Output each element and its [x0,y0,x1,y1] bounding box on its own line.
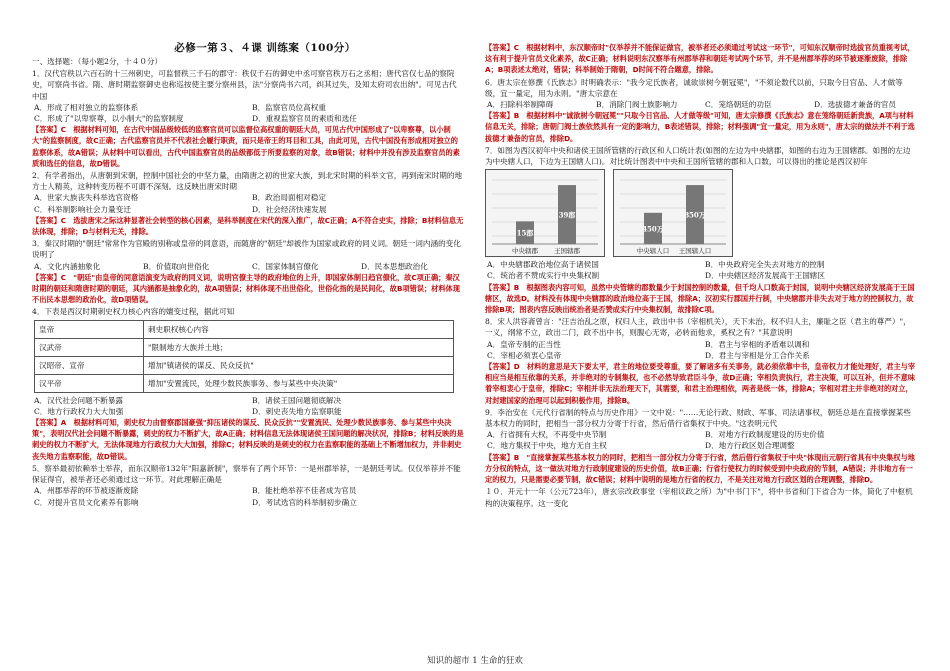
table-cell: 皇帝 [35,320,144,338]
option: A．形成了相对独立的监察体系 [34,102,139,112]
answer-6: 【答案】B 根据材料中"诚欲树今朝冠冕""只取今日官品、人才做等级"可知，唐太宗修撰《氏族志》意在笼络朝廷新贵族，A项与材料信息无关，排除；唐朝门阀士族依然具有一定的影响力，B表述错误，排除；材料强调"宜一量定，用为永则"，唐太宗的做法并不利于选拔德才兼备的官员，排除D。 [485,111,915,143]
question-10: １０．开元十一年（公元723年），唐玄宗改政事堂（宰相议政之所）为"中书门下"，将中书省和门下省合为一体，简化了中枢机构的决策程序。这一变化 [485,487,913,508]
option: C．统治者不赞成实行中央集权制 [487,271,600,281]
question-5-options [32,485,464,507]
question-7: 7．如图为西汉初年中央和诸侯王国所管辖的行政区和人口统计表(如图的左边为中央辖郡，如图的右边为王国辖郡。如图的左边为中央辖人口，下边为王国辖人口)。对比统计图表中中央和王国所管辖的郡和人口数，可以得出的推论是西汉初年 [485,145,911,167]
bar-value-label: 39郡 [558,210,576,220]
option: B．能杜绝举荐不佳者成为官员 [252,486,357,496]
option: D．民本思想政治化 [361,261,428,271]
question-2: 2．有学者指出，从唐朝到宋朝，控制中国社会的中坚力量，由隋唐之初的世家大族，到北宋时期的科举文官，再到南宋时期的地方士人精英，这种转变历程不可谓不深刻。这反映出唐宋时期 [32,171,463,192]
option: B．君主与宰相的矛盾难以调和 [705,339,810,349]
question-9: 9．李治安在《元代行省制的特点与历史作用》一文中说："……无论行政、财政、军事、司法诸事权，朝廷总是在直接掌握某些基本权力的同时，把相当一部分权力分寄于行省，然后借行省集权于中央。"这表明元代 [485,407,911,429]
option: B．监察官员位高权重 [252,102,326,112]
left-column [32,56,464,508]
option: A．汉代社会问题不断暴露 [34,395,124,405]
answer-5: 【答案】C 根据材料中，东汉顺帝时"仅举荐并不能保证做官，被举者还必须通过考试这一环节"，可知东汉顺帝时选拔官员重视考试，这有利于提升官员文化素养，故C正确；材料说明东汉察举有州郡举荐和朝廷考试两个环节，并不是州郡举荐的环节被逐渐废除，排除A；B项表述太绝对，错误；科举制始于隋朝，D时间不符合题意，排除。 [485,43,915,75]
right-column [485,42,917,509]
question-7-options [485,259,917,281]
option: B．价值取向世俗化 [143,261,210,271]
question-3-options [32,261,464,272]
page-footer: 知识的超市 1 生命的狂欢 [427,656,523,666]
table-row [35,320,454,338]
table-cell: 增加"安置流民，处理少数民族事务、参与某些中央决策" [144,374,454,392]
option: A．州郡举荐的环节被逐渐废除 [34,486,139,496]
option: D．刺史丧失地方监察职能 [252,406,342,416]
question-8-options [485,339,917,361]
axis-tick-label: 中央辖人口 [636,247,670,256]
option: B．消除门阀士族影响力 [596,100,678,110]
question-7-charts [485,169,917,257]
option: C．地方行政权力大大加强 [34,406,124,416]
question-6-options [485,99,917,110]
option: C．科举制影响社会力量变迁 [34,204,131,214]
option: B．中央政府完全失去对地方的控制 [705,260,825,270]
section-heading: 一、选择题：（每小题2分，十４０分） [32,57,163,66]
question-2-options [32,192,464,214]
option: D．考试选官的科举制初步确立 [252,497,357,507]
option: D．选拔德才兼备的官员 [814,100,897,110]
answer-9: 【答案】B "直接掌握某些基本权力的同时，把相当一部分权力分寄于行省，然后借行省集权于中央"体现出元朝行省具有中央集权与地方分权的特点，这一做法对地方行政制度建设的历史价值，故B正确；行省行使权力的时候受到中央政府的节制，A错误；并非地方有一定的权力，只是需要必要节制，故C错误；材料中说明的是地方行省的权力，不是关注对地方行政区划的合理调整，排除D。 [485,452,915,485]
option: A．扫除科举制障碍 [487,100,554,110]
answer-7: 【答案】B 根据图表内容可知，虽然中央管辖的郡数量少于封国控制的数量，但千均人口数高于封国，说明中央辖区经济发展高于王国辖区，故选D。材料没有体现中央辖郡的政治地位高于王国，排除A；汉初实行郡国并行制，中央辖郡并非失去对于地方的控制权力，故排除B项；图表内容反映出统治者是否赞成实行中央集权制，故排除C项。 [485,282,915,315]
option: C．国家体制官僚化 [252,261,319,271]
question-9-options [485,429,917,451]
question-3: 3．秦汉时期的"朝廷"常常作为官殿的别称或皇帝的同意语，而随唐的"朝廷"却被作为国家或政府的同义词。朝廷一词内涵的变化说明了 [32,239,461,260]
answer-4: 【答案】A 根据材料可知，刺史权力由督察郡国豪强"抑压诸侯的谋反、民众反抗""安置流民、处理少数民族事务、参与某些中央决策"，表明汉代社会问题不断暴露，刺史的权力不断扩大，故A正确；材料信息无法体现诸侯王国问题的解决状况，排除B；材料反映的是刺史的权力不断扩大，无法体现地方行政权力大大加强，排除C；材料反映的是刺史的权力在监察职能的基础上不断增加权力，并非刺史丧失地方监察职能，故D错误。 [32,418,464,461]
option: C．地方集权于中央，地方无自主权 [487,441,607,451]
question-6: 6．唐太宗在修撰《氏族志》时明确表示："我今定氏族者，诚欲崇树今朝冠冕"，"不须论数代以前，只取今日官品、人才做等级，宜一量定，用为永则。"唐太宗意在 [485,77,903,98]
option: A．文化内涵抽象化 [34,261,101,271]
option: C．对提升官员文化素养有影响 [34,497,139,507]
table-row [35,338,454,356]
option: B．对地方行政制度建设的历史价值 [705,430,825,440]
table-cell: 汉武帝 [35,338,144,356]
question-4-options [32,395,464,417]
chart-commanderies [485,169,605,257]
table-row [35,374,454,392]
option: D．社会经济快速发展 [252,204,327,214]
axis-tick-label: 王国辖人口 [678,247,712,256]
table-cell: 汉平帝 [35,374,144,392]
option: C．笼络朝廷的功臣 [705,100,772,110]
table-cell: 汉昭帝、宣帝 [35,356,144,374]
answer-8: 【答案】D 材料的意思是天下要太平，君主的地位要受尊重，要了解诸多有关事务，就必须依靠中书，皇帝权力才能处理好，君主与宰相应当是相互依靠的关系，并非绝对的专制集权，也不必然导致君臣斗争，故D正确；宰相负责执行，君主决策，可以互补，但并不意味着宰相衷心于皇帝，排除C；宰相并非无法治理天下，其需要，和君主治理相依，两者是统一体，排除A；宰相对君主并非绝对的对立，对封建国家的治理可以起到积极作用，排除B。 [485,362,916,405]
bar-value-label: 15郡 [516,228,534,238]
answer-1: 【答案】C 根据材料可知，在古代中国品级较低的监察官员可以监督位高权重的朝廷大员，可见古代中国形成了"以卑察尊，以小制大"的监察制度，故C正确；古代监察官员并不代表社会履行职责，而只是帝王的耳目和工具，由此可见，古代中国没有形成相对独立的监察体系，故A错误；从材料中可以看出，古代中国监察官员的品级都低于所要监察的对象，故B错误；材料中并没有涉及监察官员的素质和选任的信息，故D错误。 [32,125,460,168]
option: A．行省拥有大权，不再受中央节制 [487,430,607,440]
option: A．世家大族丧失科举选官资格 [34,193,139,203]
question-1: 1．汉代官秩以六百石的十三州刺史，可监督秩三千石的郡守：秩仅千石的御史中丞可察官秩万石之丞相；唐代官仅七品的察院史，可察尚书省。隋、唐时期监察御史也称巡按使主要分察州县，法"分察尚书六司，纠其过失，及知太府司农出纳"。可见古代中国 [32,69,457,101]
option: C．宰相必须衷心皇帝 [487,350,562,360]
option: A．皇帝专制的正当性 [487,339,561,349]
table-cell: 增加"镇诸侯的谋反、民众反抗" [144,356,454,374]
question-4: 4．下表是西汉时期刺史权力核心内容的嬗变过程，据此可知 [32,307,235,317]
bar-value-label: 850万 [684,210,706,220]
option: A．中央辖郡政治地位高于诸侯国 [487,260,599,270]
page-title: 必修一第３、４课 训练案（100分） [174,42,356,54]
option: C．形成了"以卑察尊，以小制大"的监察制度 [34,114,184,124]
answer-3: 【答案】C "朝廷"由皇帝的同意语演变为政府的同义词，说明官僚主导的政府地位的上升，即国家体制日趋官僚化，故C项正确；秦汉时期的朝廷和隋唐时期的朝廷，其内涵都是抽象化的，故A项错误；材料体现不出世俗化，世俗化指的是民间化，故B项错误；材料体现不出民本思想的政治化，故D项错误。 [32,272,460,305]
answer-2: 【答案】C 选拔唐宋之际这种显著社会转型的核心因素，是科举制度在宋代的深入推广，故C正确；A不符合史实，排除；B材料信息无法体现，排除；D与材料无关，排除。 [32,215,464,237]
table-cell: "限制地方大族并土地； [144,338,454,356]
question-1-options [32,102,464,124]
table-cell: 刺史职权核心内容 [144,320,454,338]
bar-value-label: 450万 [642,224,664,234]
question-4-table [34,320,454,393]
question-8: 8．宋人洪容斋曾言："汪吉治乱之原，权归人主，政出中书（宰相机关），天下未治，权不归人主，廉耻之臣（君主的尊严）"，一义，纲常不立，政出二门，政不出中书，则腹心无寄，必转而他求，奚权之有？"其意说明 [485,317,911,338]
option: B．诸侯王国问题彻底解决 [252,395,342,405]
axis-tick-label: 王国辖郡 [554,247,580,256]
question-5: 5．察举最初依赖举士举荐，而东汉顺帝132年"阳嘉新制"，察举有了两个环节：一是州郡举荐，一是朝廷考试。仅仅举荐并不能保证得官，被举者还必须通过这一环节。对此理解正确是 [32,463,461,485]
option: D．中央辖区经济发展高于王国辖区 [705,271,825,281]
chart-population [613,169,733,257]
option: D．重视监察官员的素质和选任 [252,114,357,124]
axis-tick-label: 中央辖郡 [512,247,538,256]
option: D．君主与宰相是分工合作关系 [705,350,810,360]
option: D．地方行政区划合理调整 [705,441,795,451]
table-row [35,356,454,374]
option: B．政治局面相对稳定 [252,193,326,203]
